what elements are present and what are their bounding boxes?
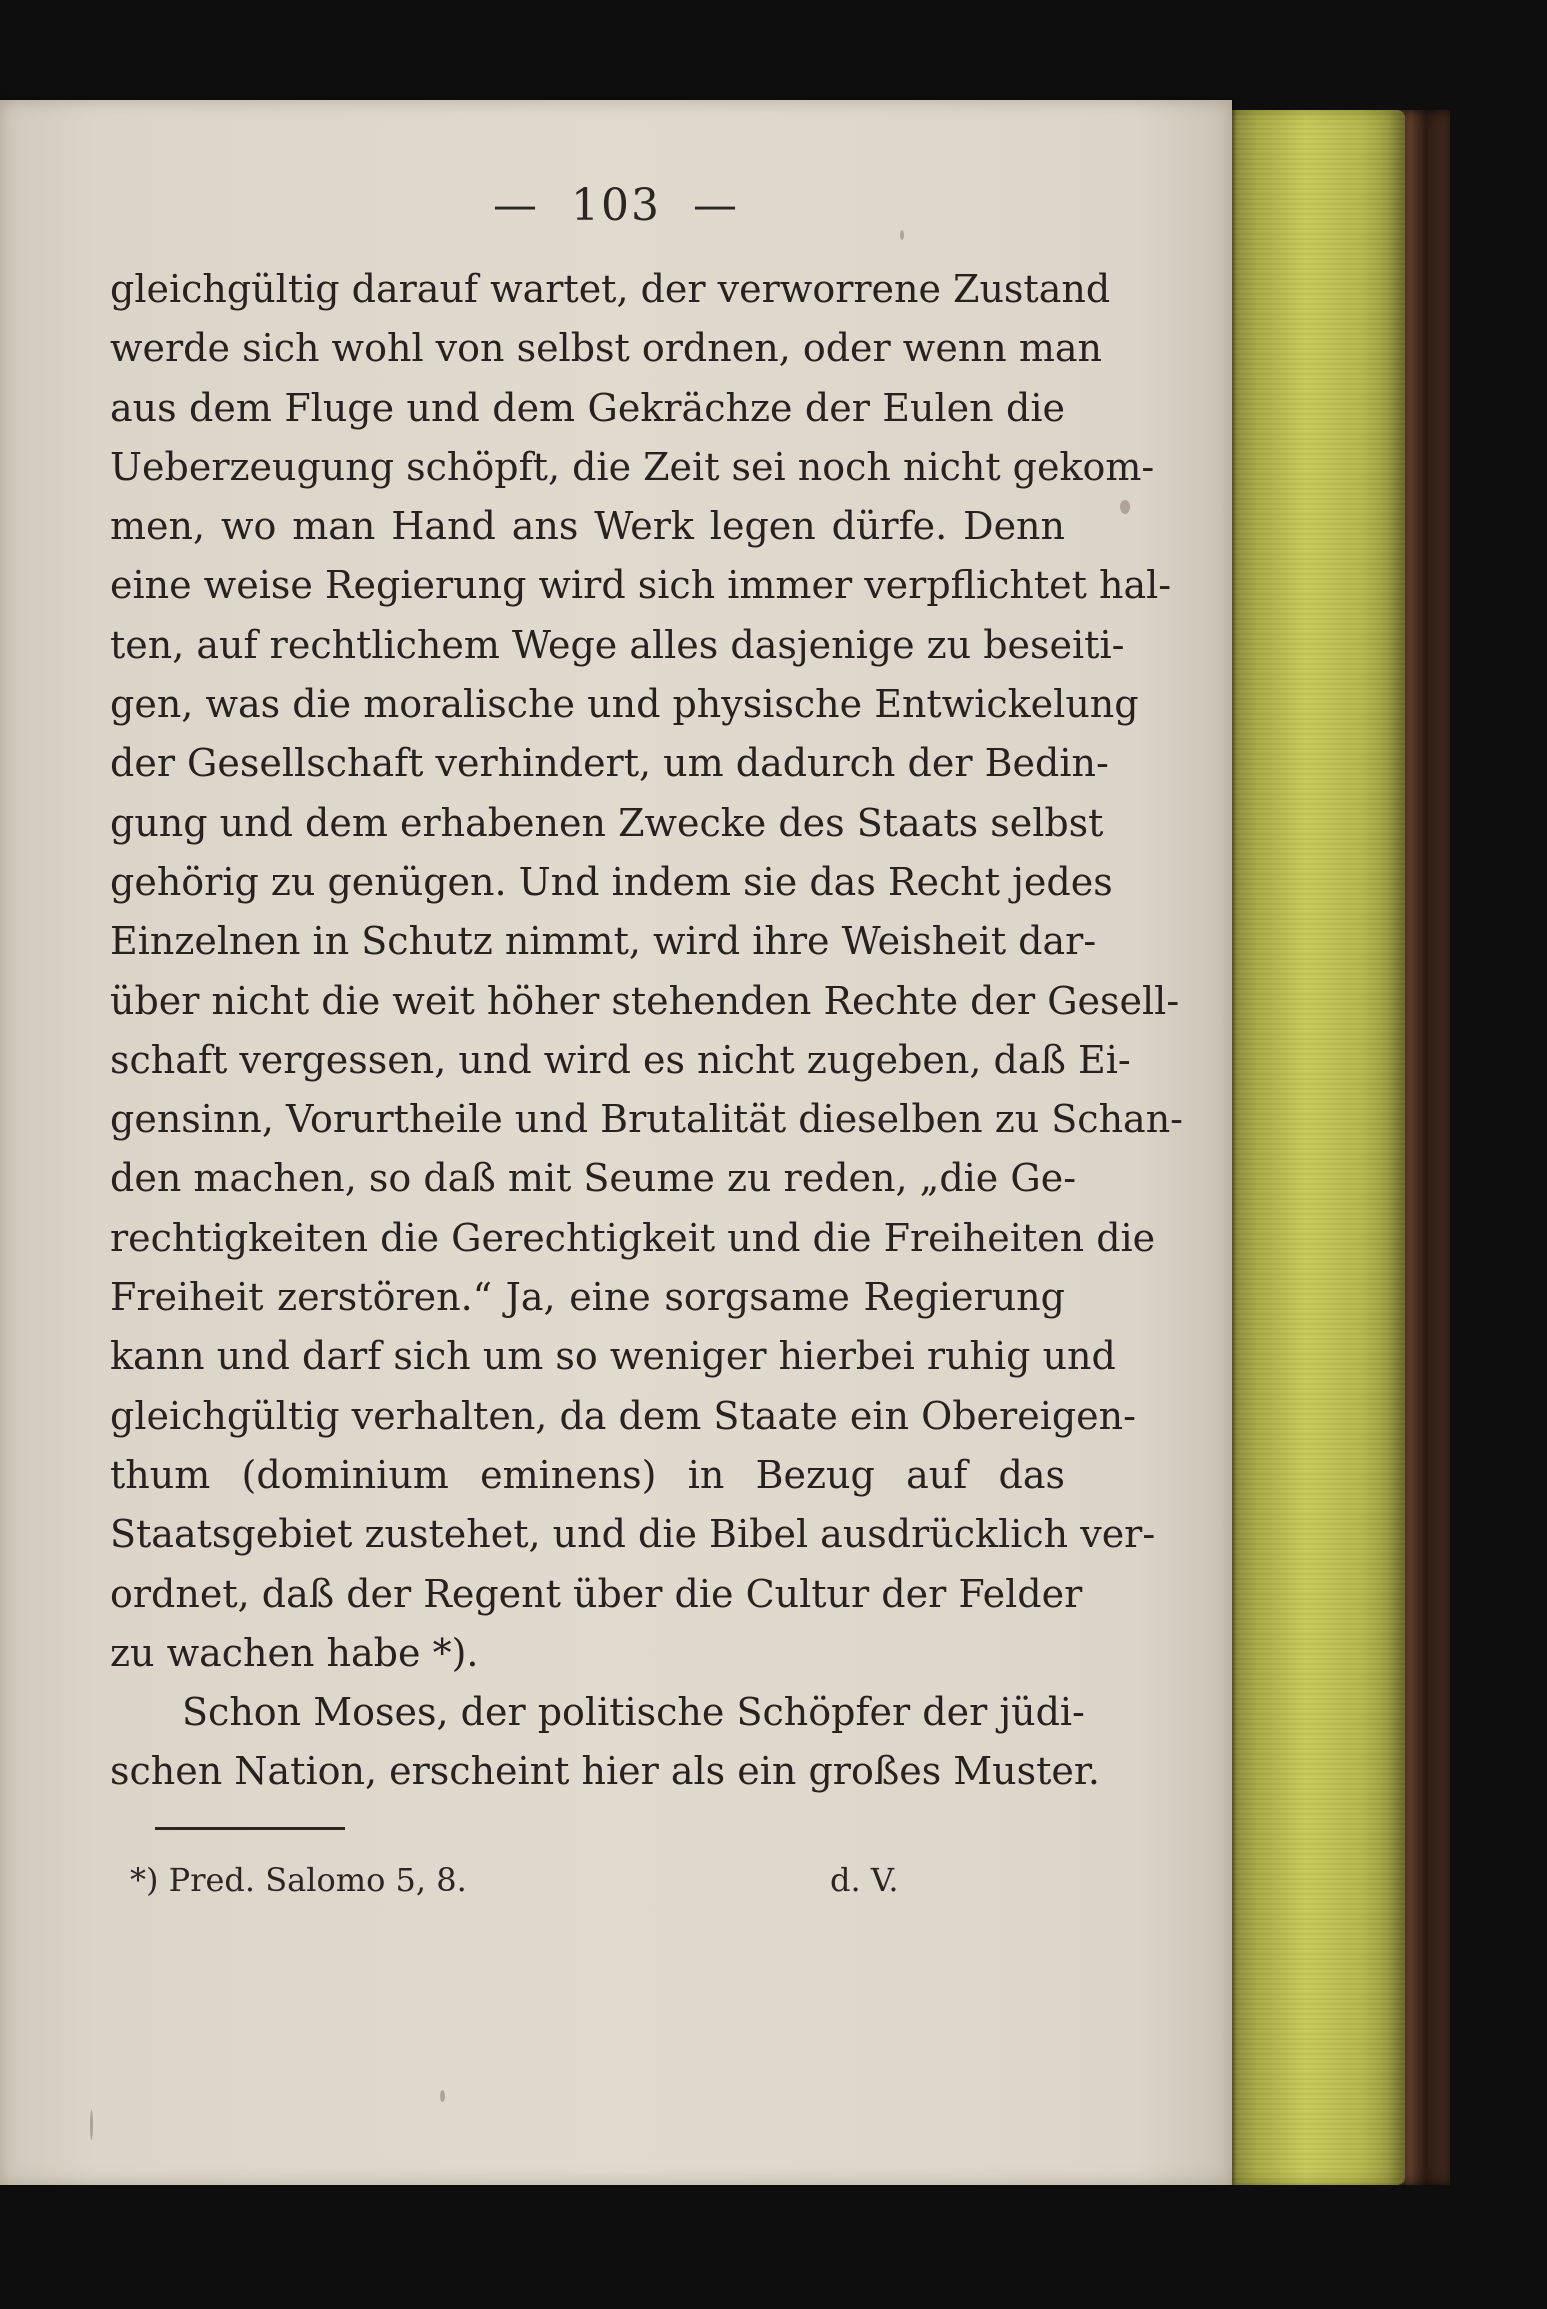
page-number: 103 <box>571 180 661 231</box>
paper-speck <box>900 230 904 240</box>
text-line: gensinn, Vorurtheile und Brutalität dieselben zu Schan- <box>110 1097 1184 1142</box>
text-line: thum (dominium eminens) in Bezug auf das <box>110 1452 1065 1497</box>
text-line: men, wo man Hand ans Werk legen dürfe. Denn <box>110 504 1065 549</box>
text-line: den machen, so daß mit Seume zu reden, „die Ge- <box>110 1156 1077 1201</box>
text-line: gen, was die moralische und physische Entwickelung <box>110 682 1139 727</box>
text-line: gleichgültig darauf wartet, der verworrene Zustand <box>110 267 1111 311</box>
footnote-text: *) Pred. Salomo 5, 8. <box>130 1861 467 1899</box>
text-line: schen Nation, erscheint hier als ein großes Muster. <box>110 1749 1100 1794</box>
paper-speck <box>440 2090 445 2102</box>
text-line: Einzelnen in Schutz nimmt, wird ihre Weisheit dar- <box>110 919 1097 964</box>
text-line: schaft vergessen, und wird es nicht zugeben, daß Ei- <box>110 1037 1131 1082</box>
text-line: der Gesellschaft verhindert, um dadurch der Bedin- <box>110 741 1109 786</box>
text-line: Ueberzeugung schöpft, die Zeit sei noch nicht gekom- <box>110 444 1155 489</box>
text-line: gung und dem erhabenen Zwecke des Staats selbst <box>110 800 1104 845</box>
text-line: aus dem Fluge und dem Gekrächze der Eulen die <box>110 385 1065 430</box>
text-line: kann und darf sich um so weniger hierbei ruhig und <box>110 1334 1116 1379</box>
text-line: Schon Moses, der politische Schöpfer der jüdi- <box>182 1690 1085 1735</box>
text-line: zu wachen habe *). <box>110 1630 479 1675</box>
gilt-page-edge <box>1225 110 1405 2185</box>
text-line: gleichgültig verhalten, da dem Staate ein Obereigen- <box>110 1393 1136 1438</box>
text-line: Staatsgebiet zustehet, und die Bibel ausdrücklich ver- <box>110 1512 1156 1557</box>
footnote-rule <box>155 1827 345 1830</box>
text-line: ordnet, daß der Regent über die Cultur der Felder <box>110 1571 1083 1616</box>
body-text <box>110 260 1184 1802</box>
header-dash-left: — <box>493 180 539 231</box>
text-line: Freiheit zerstören.“ Ja, eine sorgsame Regierung <box>110 1275 1065 1320</box>
page-header <box>0 180 1232 231</box>
paper-speck <box>90 2110 93 2140</box>
text-line: rechtigkeiten die Gerechtigkeit und die Freiheiten die <box>110 1215 1156 1260</box>
paper-speck <box>1120 500 1130 514</box>
footnote <box>130 1855 990 1905</box>
text-line: werde sich wohl von selbst ordnen, oder wenn man <box>110 326 1102 371</box>
text-line: eine weise Regierung wird sich immer verpflichtet hal- <box>110 563 1172 608</box>
text-line: gehörig zu genügen. Und indem sie das Recht jedes <box>110 859 1113 904</box>
text-line: ten, auf rechtlichem Wege alles dasjenige zu beseiti- <box>110 622 1125 667</box>
text-line: über nicht die weit höher stehenden Rechte der Gesell- <box>110 978 1180 1023</box>
footnote-attribution: d. V. <box>830 1861 899 1899</box>
header-dash-right: — <box>692 180 739 231</box>
book-page <box>0 100 1232 2185</box>
